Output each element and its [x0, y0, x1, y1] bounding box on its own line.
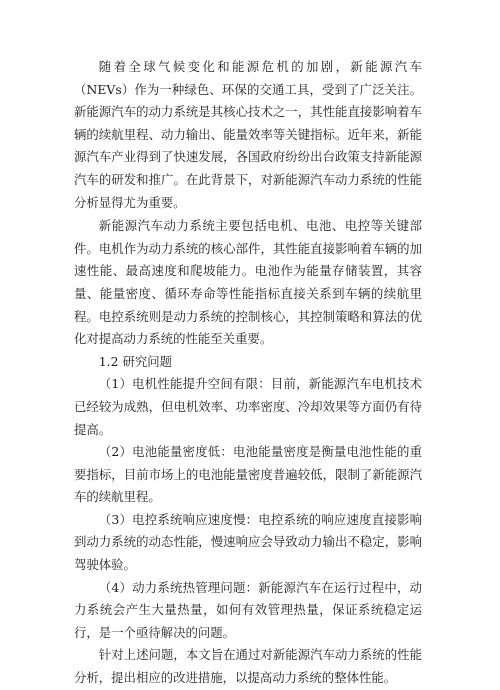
- conclusion-paragraph: 针对上述问题，本文旨在通过对新能源汽车动力系统的性能分析，提出相应的改进措施，以提高动力系统的整体性能。: [74, 647, 422, 686]
- problem-item-2: （2）电池能量密度低：电池能量密度是衡量电池性能的重要指标，目前市场上的电池能量密度普遍较低，限制了新能源汽车的续航里程。: [74, 444, 422, 505]
- document-page: [74, 56, 422, 690]
- problem-item-1: （1）电机性能提升空间有限：目前，新能源汽车电机技术已经较为成熟，但电机效率、功率密度、冷却效果等方面仍有待提高。: [74, 376, 422, 437]
- problem-item-3: （3）电控系统响应速度慢：电控系统的响应速度直接影响到动力系统的动态性能，慢速响应会导致动力输出不稳定，影响驾驶体验。: [74, 511, 422, 573]
- intro-paragraph-2: 新能源汽车动力系统主要包括电机、电池、电控等关键部件。电机作为动力系统的核心部件，其性能直接影响着车辆的加速性能、最高速度和爬坡能力。电池作为能量存储装置，其容量、能量密度、循环寿命等性能指标直接关系到车辆的续航里程。电控系统则是动力系统的控制核心，其控制策略和算法的优化对提高动力系统的性能至关重要。: [74, 218, 422, 347]
- section-heading: 1.2 研究问题: [98, 353, 173, 369]
- intro-paragraph-1: 随着全球气候变化和能源危机的加剧，新能源汽车（NEVs）作为一种绿色、环保的交通工具，受到了广泛关注。新能源汽车的动力系统是其核心技术之一，其性能直接影响着车辆的续航里程、动力输出、能量效率等关键指标。近年来，新能源汽车产业得到了快速发展，各国政府纷纷出台政策支持新能源汽车的研发和推广。在此背景下，对新能源汽车动力系统的性能分析显得尤为重要。: [74, 59, 422, 210]
- problem-item-4: （4）动力系统热管理问题：新能源汽车在运行过程中，动力系统会产生大量热量，如何有效管理热量，保证系统稳定运行，是一个亟待解决的问题。: [74, 579, 422, 640]
